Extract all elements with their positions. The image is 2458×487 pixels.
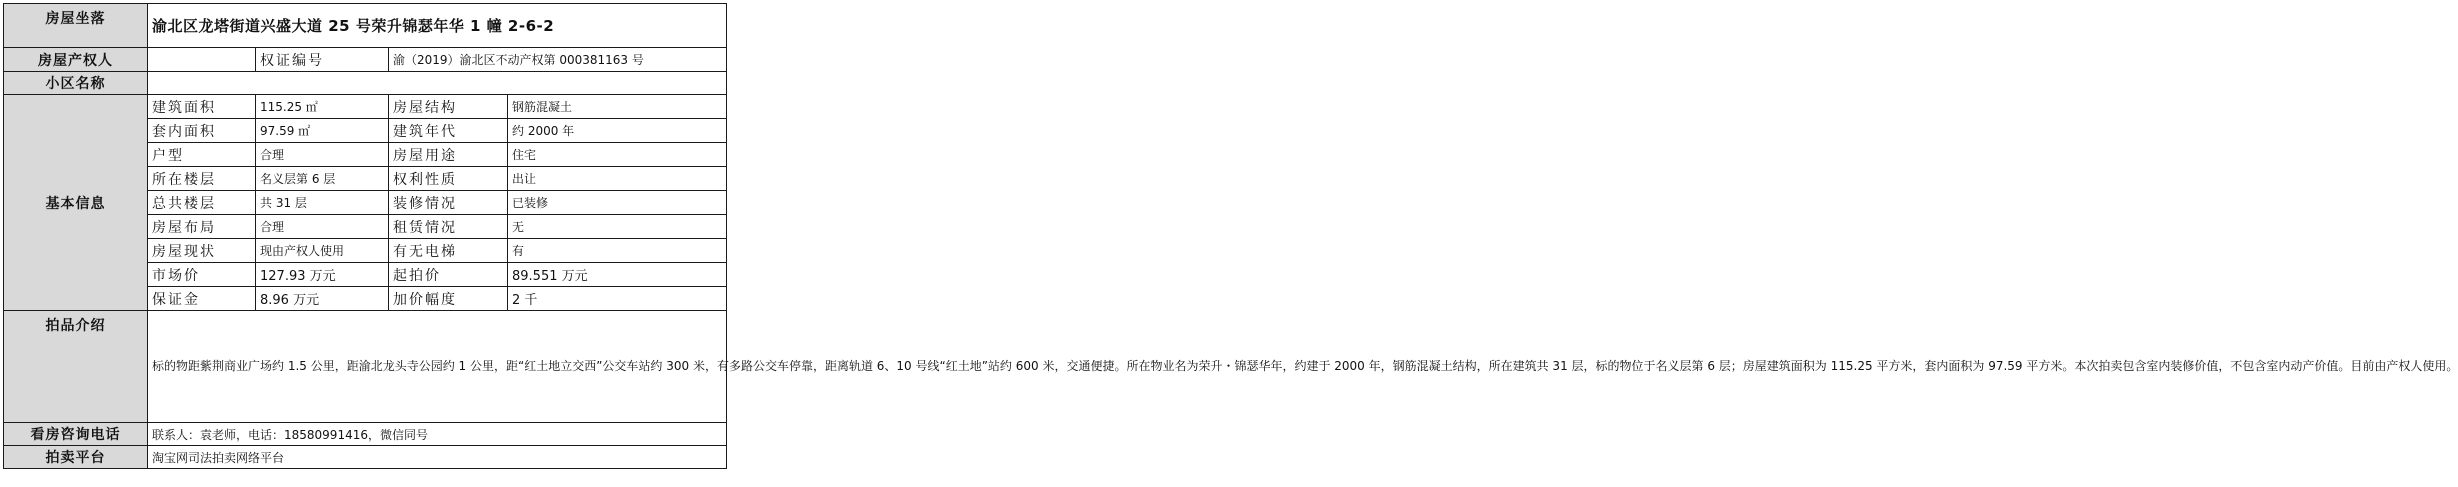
contact-row bbox=[4, 423, 727, 446]
platform-value: 淘宝网司法拍卖网络平台 bbox=[148, 446, 727, 469]
basic-info-key: 房屋布局 bbox=[148, 215, 256, 239]
community-label: 小区名称 bbox=[4, 72, 148, 95]
basic-info-value: 8.96 万元 bbox=[256, 287, 389, 311]
basic-info-label: 基本信息 bbox=[4, 95, 148, 311]
property-info-table bbox=[3, 3, 2458, 469]
basic-info-key: 总共楼层 bbox=[148, 191, 256, 215]
community-value bbox=[148, 72, 727, 95]
basic-info-value: 现由产权人使用 bbox=[256, 239, 389, 263]
intro-row bbox=[4, 311, 727, 423]
platform-row bbox=[4, 446, 727, 469]
basic-info-key: 套内面积 bbox=[148, 119, 256, 143]
cert-label: 权证编号 bbox=[256, 48, 389, 72]
basic-info-value: 115.25 ㎡ bbox=[256, 95, 389, 119]
basic-info-value: 已装修 bbox=[508, 191, 727, 215]
cert-value: 渝（2019）渝北区不动产权第 000381163 号 bbox=[389, 48, 727, 72]
address-row bbox=[4, 4, 727, 48]
basic-info-value: 97.59 ㎡ bbox=[256, 119, 389, 143]
intro-text: 标的物距紫荆商业广场约 1.5 公里，距渝北龙头寺公园约 1 公里，距“红土地立交西”公交车站约 300 米，有多路公交车停靠，距离轨道 6、10 号线“红土地”站约 600 米，交通便捷。所在物业名为荣升・锦瑟华年，约建于 2000 年，钢筋混凝土结构，所在建筑共 31 层，标的物位于名义层第 6 层；房屋建筑面积为 115.25 平方米，套内面积为 97.59 平方米。本次拍卖包含室内装修价值，不包含室内动产价值。目前由产权人使用。 bbox=[148, 311, 727, 423]
contact-label: 看房咨询电话 bbox=[4, 423, 148, 446]
address-value: 渝北区龙塔街道兴盛大道 25 号荣升锦瑟年华 1 幢 2-6-2 bbox=[148, 4, 727, 48]
basic-info-value: 2 千 bbox=[508, 287, 727, 311]
basic-info-key: 权利性质 bbox=[389, 167, 508, 191]
basic-info-value: 钢筋混凝土 bbox=[508, 95, 727, 119]
basic-info-value: 合理 bbox=[256, 143, 389, 167]
basic-info-key: 建筑面积 bbox=[148, 95, 256, 119]
basic-info-key: 起拍价 bbox=[389, 263, 508, 287]
owner-value bbox=[148, 48, 256, 72]
basic-info-key: 市场价 bbox=[148, 263, 256, 287]
basic-info-value: 出让 bbox=[508, 167, 727, 191]
owner-row bbox=[4, 48, 727, 72]
basic-info-key: 建筑年代 bbox=[389, 119, 508, 143]
basic-info-value: 共 31 层 bbox=[256, 191, 389, 215]
basic-info-key: 户型 bbox=[148, 143, 256, 167]
basic-info-key: 保证金 bbox=[148, 287, 256, 311]
basic-info-value: 名义层第 6 层 bbox=[256, 167, 389, 191]
address-label: 房屋坐落 bbox=[4, 4, 148, 48]
basic-info-value: 无 bbox=[508, 215, 727, 239]
community-row bbox=[4, 72, 727, 95]
basic-info-value: 127.93 万元 bbox=[256, 263, 389, 287]
basic-info-value: 89.551 万元 bbox=[508, 263, 727, 287]
basic-info-key: 所在楼层 bbox=[148, 167, 256, 191]
basic-info-key: 加价幅度 bbox=[389, 287, 508, 311]
basic-info-value: 有 bbox=[508, 239, 727, 263]
basic-info-key: 有无电梯 bbox=[389, 239, 508, 263]
basic-info-key: 房屋结构 bbox=[389, 95, 508, 119]
intro-label: 拍品介绍 bbox=[4, 311, 148, 423]
basic-info-value: 合理 bbox=[256, 215, 389, 239]
basic-info-key: 房屋现状 bbox=[148, 239, 256, 263]
basic-info-key: 装修情况 bbox=[389, 191, 508, 215]
basic-info-key: 租赁情况 bbox=[389, 215, 508, 239]
basic-info-value: 住宅 bbox=[508, 143, 727, 167]
owner-label: 房屋产权人 bbox=[4, 48, 148, 72]
basic-info-value: 约 2000 年 bbox=[508, 119, 727, 143]
basic-info-row bbox=[4, 95, 727, 119]
contact-value: 联系人：袁老师，电话：18580991416，微信同号 bbox=[148, 423, 727, 446]
platform-label: 拍卖平台 bbox=[4, 446, 148, 469]
basic-info-key: 房屋用途 bbox=[389, 143, 508, 167]
